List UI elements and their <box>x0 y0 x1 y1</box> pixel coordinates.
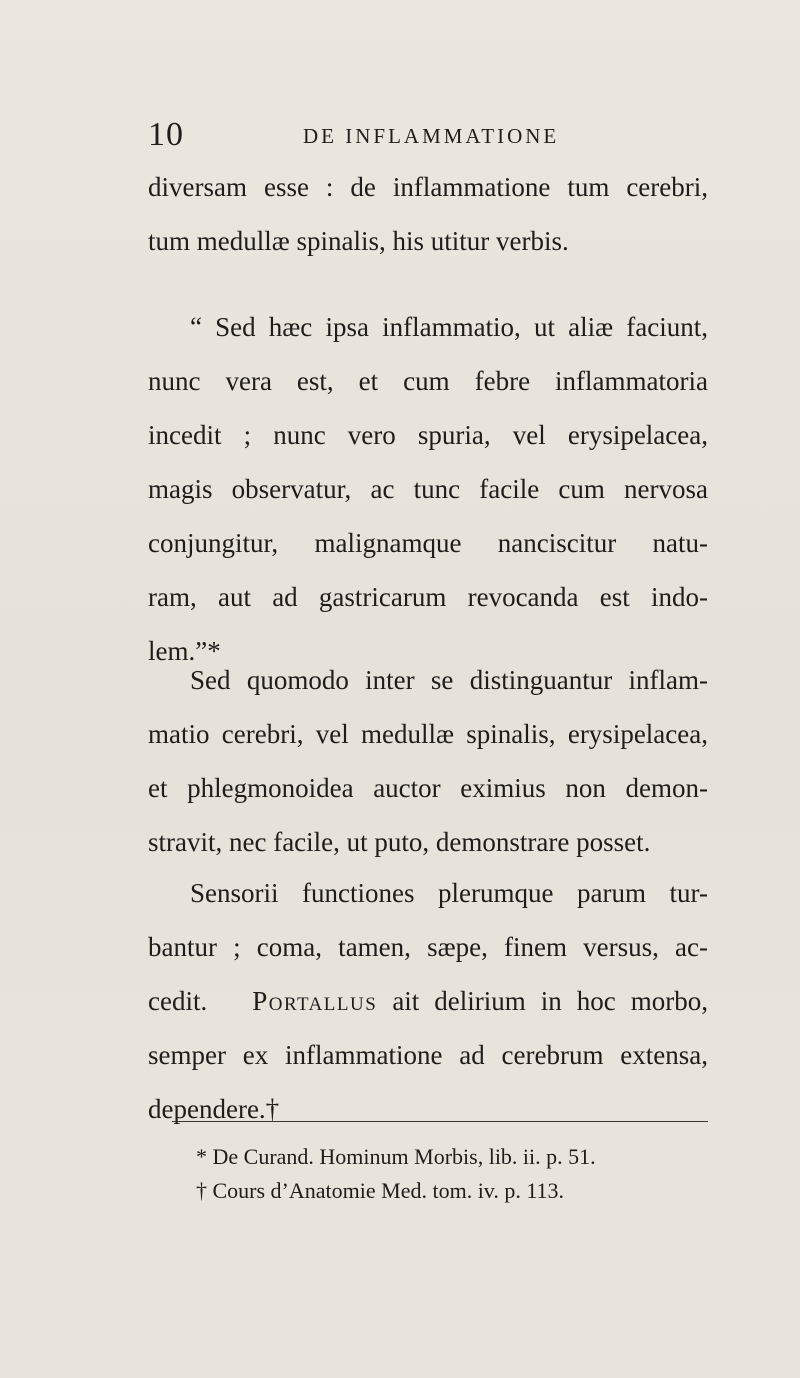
text-line: lem.”* <box>148 636 221 666</box>
paragraph-1 <box>148 160 708 268</box>
text-line: “ Sed hæc ipsa inflammatio, ut aliæ faciunt, <box>190 312 708 342</box>
text-line: et phlegmonoidea auctor eximius non demon- <box>148 773 708 803</box>
text-fragment: cedit. <box>148 986 208 1016</box>
paragraph-3 <box>148 653 708 869</box>
footnote: * De Curand. Hominum Morbis, lib. ii. p. 51. <box>196 1144 596 1169</box>
text-line: Sed quomodo inter se distinguantur inflam- <box>190 665 708 695</box>
text-line: matio cerebri, vel medullæ spinalis, erysipelacea, <box>148 719 708 749</box>
text-line: conjungitur, malignamque nanciscitur natu- <box>148 528 708 558</box>
text-fragment: ait delirium in hoc morbo, <box>392 986 709 1016</box>
paragraph-4 <box>148 866 708 1136</box>
author-name-smallcaps: Portallus <box>252 986 378 1016</box>
text-line-with-name <box>148 974 708 1028</box>
text-line: tum medullæ spinalis, his utitur verbis. <box>148 226 569 256</box>
text-line: magis observatur, ac tunc facile cum nervosa <box>148 474 708 504</box>
text-line: semper ex inflammatione ad cerebrum extensa, <box>148 1040 708 1070</box>
text-line: ram, aut ad gastricarum revocanda est indo- <box>148 582 708 612</box>
footnotes <box>196 1140 716 1208</box>
footnote-divider <box>172 1121 708 1122</box>
paragraph-2-quotation <box>148 300 708 678</box>
page-header <box>148 118 708 158</box>
text-line: nunc vera est, et cum febre inflammatoria <box>148 366 708 396</box>
running-head: DE INFLAMMATIONE <box>303 124 560 148</box>
text-line: diversam esse : de inflammatione tum cerebri, <box>148 172 708 202</box>
text-line: incedit ; nunc vero spuria, vel erysipelacea, <box>148 420 708 450</box>
text-line: dependere.† <box>148 1094 280 1124</box>
text-line: bantur ; coma, tamen, sæpe, finem versus, ac- <box>148 932 708 962</box>
footnote: † Cours d’Anatomie Med. tom. iv. p. 113. <box>196 1178 565 1203</box>
text-line: Sensorii functiones plerumque parum tur- <box>190 878 708 908</box>
text-line: stravit, nec facile, ut puto, demonstrare posset. <box>148 827 651 857</box>
page-number: 10 <box>148 116 184 153</box>
